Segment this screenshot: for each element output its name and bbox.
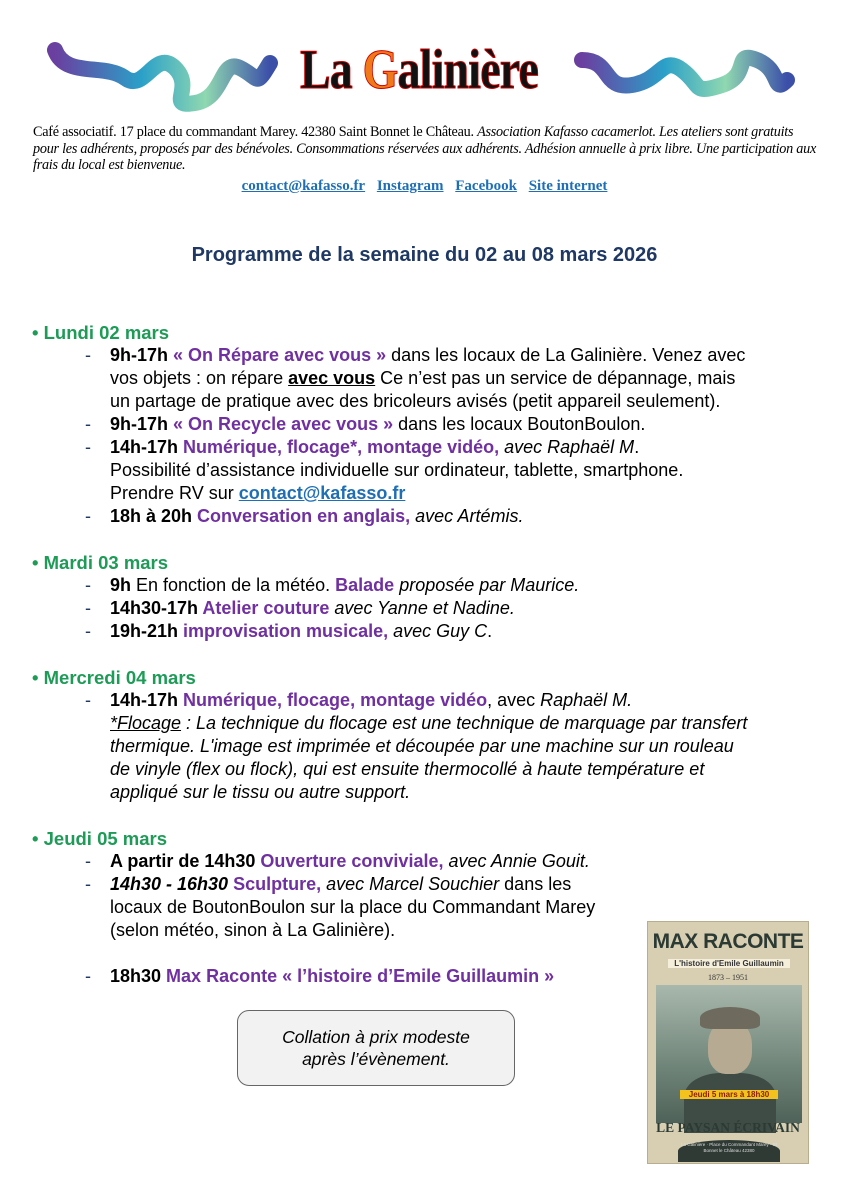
day-heading: • Lundi 02 mars xyxy=(32,322,170,343)
collation-note xyxy=(237,1010,515,1086)
program-item xyxy=(85,597,515,620)
item-line xyxy=(110,919,595,942)
item-text: dans les locaux de La Galinière. Venez avec xyxy=(386,345,746,365)
dash-bullet: - xyxy=(85,506,91,526)
item-line xyxy=(110,896,595,919)
program-item xyxy=(85,413,646,436)
dash-bullet: - xyxy=(85,966,91,986)
item-text: avec Annie Gouit. xyxy=(443,851,590,871)
activity-name: Numérique, flocage, montage vidéo xyxy=(183,690,488,710)
email-link[interactable]: contact@kafasso.fr xyxy=(241,178,366,194)
dash-bullet: - xyxy=(85,345,91,365)
logo xyxy=(300,38,538,102)
activity-name: Sculpture, xyxy=(233,874,322,894)
poster-years: 1873 – 1951 xyxy=(708,973,748,982)
item-line xyxy=(110,735,747,758)
item-line xyxy=(110,620,492,643)
item-text: : La technique du flocage est une technique de marquage par transfert xyxy=(181,713,748,733)
day-heading: • Mardi 03 mars xyxy=(32,552,169,573)
poster-title: MAX RACONTE xyxy=(652,930,804,953)
item-text: avec Raphaël M xyxy=(499,437,635,457)
item-line xyxy=(110,390,745,413)
item-text: un partage de pratique avec des bricoleurs avisés (petit appareil seulement). xyxy=(110,391,721,411)
item-line xyxy=(110,367,745,390)
poster-footer: La Galinière · Place du Commandant Marey · St Bonnet le Château 42380 xyxy=(678,1140,780,1162)
item-text: vos objets : on répare xyxy=(110,368,289,388)
item-text: de vinyle (flex ou flock), qui est ensuite thermocollé à haute température et xyxy=(110,759,705,779)
item-line xyxy=(110,712,747,735)
item-text: En fonction de la météo. xyxy=(131,575,336,595)
dash-bullet: - xyxy=(85,621,91,641)
logo-text-g: G xyxy=(362,39,398,101)
item-line xyxy=(110,459,683,482)
day-heading: • Jeudi 05 mars xyxy=(32,828,168,849)
item-text: avec Marcel Souchier xyxy=(321,874,500,894)
time-text: 18h30 xyxy=(110,966,167,986)
time-text: A partir de 14h30 xyxy=(110,851,261,871)
poster-tagline: LE PAYSAN ÉCRIVAIN xyxy=(656,1120,800,1135)
item-text: proposée par Maurice. xyxy=(394,575,580,595)
item-text: thermique. L'image est imprimée et découpée par une machine sur un rouleau xyxy=(110,736,734,756)
item-line xyxy=(110,574,579,597)
poster-date: Jeudi 5 mars à 18h30 xyxy=(680,1090,778,1099)
item-text: . xyxy=(487,621,493,641)
time-text: 9h-17h xyxy=(110,414,174,434)
item-line xyxy=(110,505,523,528)
time-text: 14h-17h xyxy=(110,690,184,710)
item-text: , avec xyxy=(487,690,541,710)
time-text: 14h-17h xyxy=(110,437,184,457)
program-item xyxy=(85,689,748,804)
item-text: avec Yanne et Nadine. xyxy=(329,598,515,618)
time-text: 9h xyxy=(110,575,132,595)
item-line xyxy=(110,413,645,436)
decorative-squiggle-left xyxy=(45,38,280,118)
item-text: (selon météo, sinon à La Galinière). xyxy=(110,920,396,940)
item-line xyxy=(110,689,747,712)
activity-name: Atelier couture xyxy=(202,598,330,618)
item-line xyxy=(110,781,747,804)
dash-bullet: - xyxy=(85,874,91,894)
facebook-link[interactable]: Facebook xyxy=(455,178,517,194)
email-link[interactable]: contact@kafasso.fr xyxy=(238,483,406,503)
activity-name: Ouverture conviviale, xyxy=(260,851,444,871)
dash-bullet: - xyxy=(85,437,91,457)
program-item xyxy=(85,505,524,528)
item-text: avec Artémis. xyxy=(410,506,524,526)
item-text: . xyxy=(634,437,640,457)
item-text: dans les locaux BoutonBoulon. xyxy=(393,414,646,434)
decorative-squiggle-right xyxy=(572,40,797,110)
time-text: 9h-17h xyxy=(110,345,174,365)
instagram-link[interactable]: Instagram xyxy=(376,178,444,194)
dash-bullet: - xyxy=(85,851,91,871)
program-item xyxy=(85,873,596,942)
item-line xyxy=(110,873,595,896)
poster-portrait xyxy=(656,985,802,1123)
item-line xyxy=(110,597,515,620)
program-item xyxy=(85,620,493,643)
time-text: 14h30 - 16h30 xyxy=(110,874,234,894)
program-item xyxy=(85,344,746,413)
item-text: Possibilité d’assistance individuelle sur ordinateur, tablette, smartphone. xyxy=(110,460,684,480)
time-text: 18h à 20h xyxy=(110,506,198,526)
logo-text: La xyxy=(300,39,363,101)
dash-bullet: - xyxy=(85,690,91,710)
item-text: Prendre RV sur xyxy=(110,483,239,503)
item-line xyxy=(110,482,683,505)
item-text: *Flocage xyxy=(110,713,182,733)
program-item xyxy=(85,436,684,505)
item-text: avec Guy C xyxy=(388,621,488,641)
collation-line: après l’évènement. xyxy=(302,1049,450,1069)
intro-association: Association Kafasso cacamerlot. Les ateliers sont gratuits pour les adhérents, proposés par des bénévoles. Consommations réservées aux adhérents. Adhésion annuelle à prix libre. Une participation aux frais du local est bienvenue. xyxy=(33,124,817,174)
intro-address: Café associatif. 17 place du commandant Marey. 42380 Saint Bonnet le Château. xyxy=(33,124,478,140)
activity-name: « On Recycle avec vous » xyxy=(173,414,394,434)
activity-name: « On Répare avec vous » xyxy=(173,345,387,365)
logo-text-rest: alinière xyxy=(397,39,539,101)
item-line xyxy=(110,344,745,367)
page-title: Programme de la semaine du 02 au 08 mars 2026 xyxy=(191,244,658,266)
time-text: 19h-21h xyxy=(110,621,184,641)
item-line xyxy=(110,436,683,459)
dash-bullet: - xyxy=(85,575,91,595)
activity-name: Numérique, flocage*, montage vidéo, xyxy=(183,437,500,457)
activity-name: Balade xyxy=(335,575,395,595)
day-heading: • Mercredi 04 mars xyxy=(32,667,196,688)
program-item xyxy=(85,574,580,597)
time-text: avec vous xyxy=(288,368,376,388)
poster-subtitle: L'histoire d'Emile Guillaumin xyxy=(668,959,790,968)
item-text: Raphaël M. xyxy=(540,690,633,710)
dash-bullet: - xyxy=(85,598,91,618)
item-line xyxy=(110,850,590,873)
collation-line: Collation à prix modeste xyxy=(282,1027,470,1047)
activity-name: Conversation en anglais, xyxy=(197,506,411,526)
event-poster xyxy=(647,921,809,1164)
program-item xyxy=(85,965,555,988)
item-text: locaux de BoutonBoulon sur la place du Commandant Marey xyxy=(110,897,596,917)
activity-name: improvisation musicale, xyxy=(183,621,389,641)
item-text: Ce n’est pas un service de dépannage, mais xyxy=(375,368,736,388)
item-line xyxy=(110,965,554,988)
portrait-cap xyxy=(700,1007,760,1029)
time-text: 14h30-17h xyxy=(110,598,203,618)
item-text: appliqué sur le tissu ou autre support. xyxy=(110,782,411,802)
activity-name: Max Raconte « l’histoire d’Emile Guillaumin » xyxy=(166,966,555,986)
program-item xyxy=(85,850,590,873)
item-line xyxy=(110,758,747,781)
dash-bullet: - xyxy=(85,414,91,434)
website-link[interactable]: Site internet xyxy=(528,178,608,194)
links-bar xyxy=(0,178,849,195)
item-text: dans les xyxy=(499,874,572,894)
intro-paragraph xyxy=(33,124,817,174)
